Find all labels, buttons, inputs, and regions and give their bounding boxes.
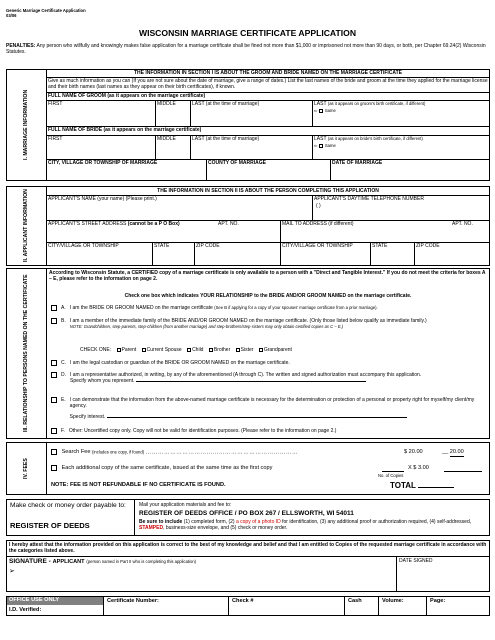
- mail-to-label: MAIL TO ADDRESS (if different): [282, 221, 354, 227]
- option-b: [51, 318, 487, 330]
- marriage-county-label: COUNTY OF MARRIAGE: [208, 160, 266, 166]
- penalties-statement: [6, 43, 490, 55]
- volume-label: Volume:: [382, 598, 404, 604]
- total-label: TOTAL: [390, 481, 454, 490]
- option-f-letter: F.: [61, 428, 65, 434]
- include-part-2: for identification, (3) any additional proof or authorization required, (4) self-addressed,: [282, 519, 472, 525]
- groom-same-label: Same: [324, 108, 336, 113]
- mail-zip-label: ZIP CODE: [416, 243, 440, 249]
- family-spouse-label: Current Spouse: [146, 347, 182, 353]
- payee: REGISTER OF DEEDS: [10, 521, 90, 530]
- bride-birth-last: [314, 136, 423, 142]
- search-fee-total-value: 20.00: [449, 449, 464, 455]
- total-input[interactable]: [418, 487, 454, 488]
- search-fee-label: Search Fee: [61, 449, 91, 456]
- bride-birth-last-note: (as it appears on bride's birth certificate, if different): [327, 136, 423, 141]
- groom-last-label: LAST (at the time of marriage): [192, 101, 260, 107]
- mail-city-label: CITY/VILLAGE OR TOWNSHIP: [282, 243, 353, 249]
- mail-intro: Mail your application materials and fee to:: [139, 502, 232, 508]
- check-number-label: Check #: [232, 598, 254, 604]
- family-sister-checkbox[interactable]: [236, 348, 240, 352]
- option-b-checkbox[interactable]: [51, 318, 57, 324]
- groom-birth-last-note: (as it appears on groom's birth certificate, if different): [327, 101, 426, 106]
- groom-birth-last: [314, 101, 425, 107]
- additional-copy-rate: X $ 3.00: [408, 465, 429, 471]
- groom-same-checkbox[interactable]: [319, 109, 323, 113]
- applicant-city-label: CITY/VILLAGE OR TOWNSHIP: [48, 243, 119, 249]
- include-part-1: (1) completed form, (2): [183, 519, 235, 525]
- option-f-text: Other: Uncertified copy only. Copy will not be valid for identification purposes. (Please refer to the information on page 2.): [68, 428, 337, 434]
- bride-same-label: Same: [324, 143, 336, 148]
- section-4-side-label: IV. FEES: [23, 458, 29, 479]
- option-c-text: I am the legal custodian or guardian of the BRIDE OR GROOM NAMED on the marriage certificate.: [70, 360, 290, 366]
- mail-apt-no-label: APT. NO.: [452, 221, 473, 227]
- option-d-checkbox[interactable]: [51, 372, 57, 378]
- certificate-number-label: Certificate Number:: [107, 598, 159, 604]
- option-a-letter: A.: [61, 305, 66, 311]
- attest-text: I hereby attest that the information provided on this application is correct to the best of my knowledge and belief and that I am entitled to Copies of the requested marriage certificate in accordance with the categories listed above.: [9, 542, 487, 554]
- option-f: [51, 428, 487, 434]
- option-c: [51, 360, 487, 366]
- office-use-banner: OFFICE USE ONLY: [7, 597, 103, 605]
- arrow-icon: ➢: [9, 568, 15, 575]
- section-1-heading: THE INFORMATION IN SECTION I IS ABOUT THE GROOM AND BRIDE NAMED ON THE MARRIAGE CERTIFICATE: [133, 70, 403, 76]
- family-options: [80, 347, 292, 353]
- applicant-phone-parens: ( ): [316, 203, 321, 209]
- marriage-date-label: DATE OF MARRIAGE: [332, 160, 383, 166]
- search-fee-row: Search Fee (includes one copy, if found) …………………………………………………………………: [51, 449, 298, 456]
- search-fee-checkbox[interactable]: [51, 449, 57, 455]
- family-child-checkbox[interactable]: [187, 348, 191, 352]
- search-fee-amount: $ 20.00: [404, 449, 423, 455]
- date-signed-label: DATE SIGNED: [399, 558, 433, 564]
- option-f-checkbox[interactable]: [51, 428, 57, 434]
- signature-label-text: SIGNATURE -: [9, 558, 51, 565]
- applicant-label: APPLICANT: [52, 559, 85, 565]
- bride-last-label: LAST (at the time of marriage): [192, 136, 260, 142]
- additional-copy-row: [51, 465, 272, 472]
- bride-birth-last-label: LAST: [314, 136, 327, 142]
- check-one-label: CHECK ONE:: [80, 347, 112, 353]
- marriage-city-label: CITY, VILLAGE OR TOWNSHIP OF MARRIAGE: [48, 160, 158, 166]
- section-2-heading: THE INFORMATION IN SECTION II IS ABOUT THE PERSON COMPLETING THIS APPLICATION: [157, 188, 379, 194]
- cash-label: Cash: [348, 598, 362, 604]
- section-2-side-label: II. APPLICANT INFORMATION: [23, 189, 29, 263]
- option-d-text: I am a representative authorized, in writing, by any of the aforementioned (A through C). The written and signed authorization must accompany this application.: [70, 372, 422, 378]
- applicant-zip-label: ZIP CODE: [196, 243, 220, 249]
- family-parent-checkbox[interactable]: [117, 348, 121, 352]
- option-a-checkbox[interactable]: [51, 305, 57, 311]
- option-d-letter: D.: [61, 372, 66, 378]
- street-address-field: [48, 221, 180, 227]
- section-3-instructions: Check one box which indicates YOUR RELATIONSHIP to the BRIDE AND/OR GROOM NAMED on the marriage certificate.: [124, 293, 412, 299]
- signature-label: [9, 558, 196, 565]
- applicant-phone-label: APPLICANT'S DAYTIME TELEPHONE NUMBER: [314, 196, 424, 202]
- id-verified-label: I.D. Verified:: [9, 607, 42, 613]
- bride-same-option[interactable]: [314, 143, 336, 148]
- family-brother-checkbox[interactable]: [209, 348, 213, 352]
- fee-note: NOTE: FEE IS NOT REFUNDABLE IF NO CERTIFICATE IS FOUND.: [51, 482, 226, 488]
- include-photo-id: a copy of a photo ID: [235, 519, 281, 525]
- bride-middle-label: MIDDLE: [157, 136, 176, 142]
- section-3-side-label: III. RELATIONSHIP TO PERSONS NAMED ON THE CERTIFICATE: [23, 274, 29, 433]
- form-name: Generic Marriage Certificate Application: [6, 8, 86, 13]
- option-a-note: (See B if applying for a copy of your spouses' marriage certificate from a prior marriage).: [214, 305, 378, 310]
- groom-birth-last-label: LAST: [314, 101, 327, 107]
- search-fee-note: (includes one copy, if found): [92, 449, 145, 455]
- option-a-text: I am the BRIDE OR GROOM NAMED on the marriage certificate: [69, 305, 213, 311]
- option-d: [51, 372, 487, 384]
- additional-copy-total[interactable]: [444, 471, 482, 472]
- family-grandparent-checkbox[interactable]: [259, 348, 263, 352]
- family-parent-label: Parent: [121, 347, 137, 353]
- family-child-label: Child: [192, 347, 204, 353]
- option-b-letter: B.: [61, 318, 66, 324]
- option-e-text: I can demonstrate that the information from the above-named marriage certificate is necessary for the determination or protection of a personal or property right for myself/my client/my agency.: [69, 397, 475, 409]
- mail-state-label: STATE: [372, 243, 388, 249]
- option-b-note: NOTE: Grandchildren, step-parents, step-children (from another marriage) and step-brothers/step-sisters may only obtain certified copies as C – E.): [69, 324, 344, 329]
- include-instructions: [139, 519, 487, 531]
- family-spouse-checkbox[interactable]: [142, 348, 146, 352]
- include-prefix: Be sure to include: [139, 519, 183, 525]
- form-date: 03/06: [6, 13, 17, 18]
- option-b-text: I am a member of the immediate family of the BRIDE AND/OR GROOM NAMED on the marriage certificate. (Only those listed below qualify as immediate family.): [69, 318, 427, 324]
- option-c-letter: C.: [61, 360, 66, 366]
- section-1-intro: Give as much information as you can (If you are not sure about the date of marriage, give a range of dates.) List the last names of the bride and groom at the time they applied for the marriage license and their birth names (last names as they appear on their birth certificates), if known.: [48, 78, 488, 90]
- apt-no-label: APT. NO.: [218, 221, 239, 227]
- office-address: REGISTER OF DEEDS OFFICE / PO BOX 267 / ELLSWORTH, WI 54011: [139, 510, 354, 517]
- represent-input[interactable]: [136, 381, 366, 382]
- groom-heading: FULL NAME OF GROOM (as it appears on the marriage certificate): [48, 93, 206, 99]
- penalties-label: PENALTIES:: [6, 43, 36, 49]
- option-d-specify: Specify whom you represent.: [70, 378, 135, 384]
- bride-same-checkbox[interactable]: [319, 144, 323, 148]
- date-signed-input[interactable]: [399, 566, 487, 590]
- penalties-text: Any person who willfully and knowingly makes false application for a marriage certificate shall be fined not more than $1,000 or imprisoned not more than 90 days, or both, per Chapter 69.24(2) Wisconsin Statutes.: [6, 43, 486, 55]
- family-sister-label: Sister: [240, 347, 254, 353]
- family-grandparent-label: Grandparent: [263, 347, 292, 353]
- search-fee-total: __ 20.00: [442, 449, 464, 455]
- page-title: WISCONSIN MARRIAGE CERTIFICATE APPLICATION: [138, 28, 357, 38]
- groom-first-label: FIRST: [48, 101, 63, 107]
- section-1-side-label: I. MARRIAGE INFORMATION: [23, 89, 29, 161]
- copies-input[interactable]: [382, 471, 404, 472]
- option-e: [51, 397, 487, 420]
- section-3-intro: According to Wisconsin Statute, a CERTIFIED copy of a marriage certificate is only available to a person with a "Direct and Tangible Interest." If you do not meet the criteria for boxes A – E, please refer to the information on page 2.: [49, 270, 486, 282]
- signature-input[interactable]: [20, 566, 390, 590]
- option-c-checkbox[interactable]: [51, 360, 57, 366]
- interest-input[interactable]: [107, 417, 407, 418]
- no-copies-label: No. of Copies: [378, 473, 404, 478]
- street-address-note: (cannot be a P O Box): [127, 221, 180, 227]
- option-e-specify: Specify interest.: [69, 414, 106, 420]
- applicant-name-label: APPLICANT'S NAME (your name) (Please print.): [48, 196, 157, 202]
- include-part-3: , business-size envelope, and (5) check or money order.: [163, 525, 288, 531]
- groom-same-option[interactable]: [314, 108, 336, 113]
- left-arrow-icon: ⇐: [314, 108, 318, 113]
- include-stamped: STAMPED: [139, 525, 164, 531]
- option-e-checkbox[interactable]: [51, 397, 57, 403]
- applicant-state-label: STATE: [154, 243, 170, 249]
- groom-middle-label: MIDDLE: [157, 101, 176, 107]
- bride-first-label: FIRST: [48, 136, 63, 142]
- option-e-letter: E.: [60, 397, 66, 403]
- page-label: Page:: [430, 598, 446, 604]
- street-address-label: APPLICANT'S STREET ADDRESS: [48, 221, 127, 227]
- family-brother-label: Brother: [213, 347, 231, 353]
- bride-heading: FULL NAME OF BRIDE (as it appears on the marriage certificate): [48, 127, 202, 133]
- left-arrow-icon: ⇐: [314, 143, 318, 148]
- additional-copy-label: Each additional copy of the same certificate, issued at the same time as the first copy: [61, 465, 273, 472]
- additional-copy-checkbox[interactable]: [51, 465, 57, 471]
- option-a: [51, 305, 487, 311]
- make-check-label: Make check or money order payable to:: [10, 502, 126, 509]
- applicant-note: (person named in Part II who is completing this application): [86, 559, 197, 564]
